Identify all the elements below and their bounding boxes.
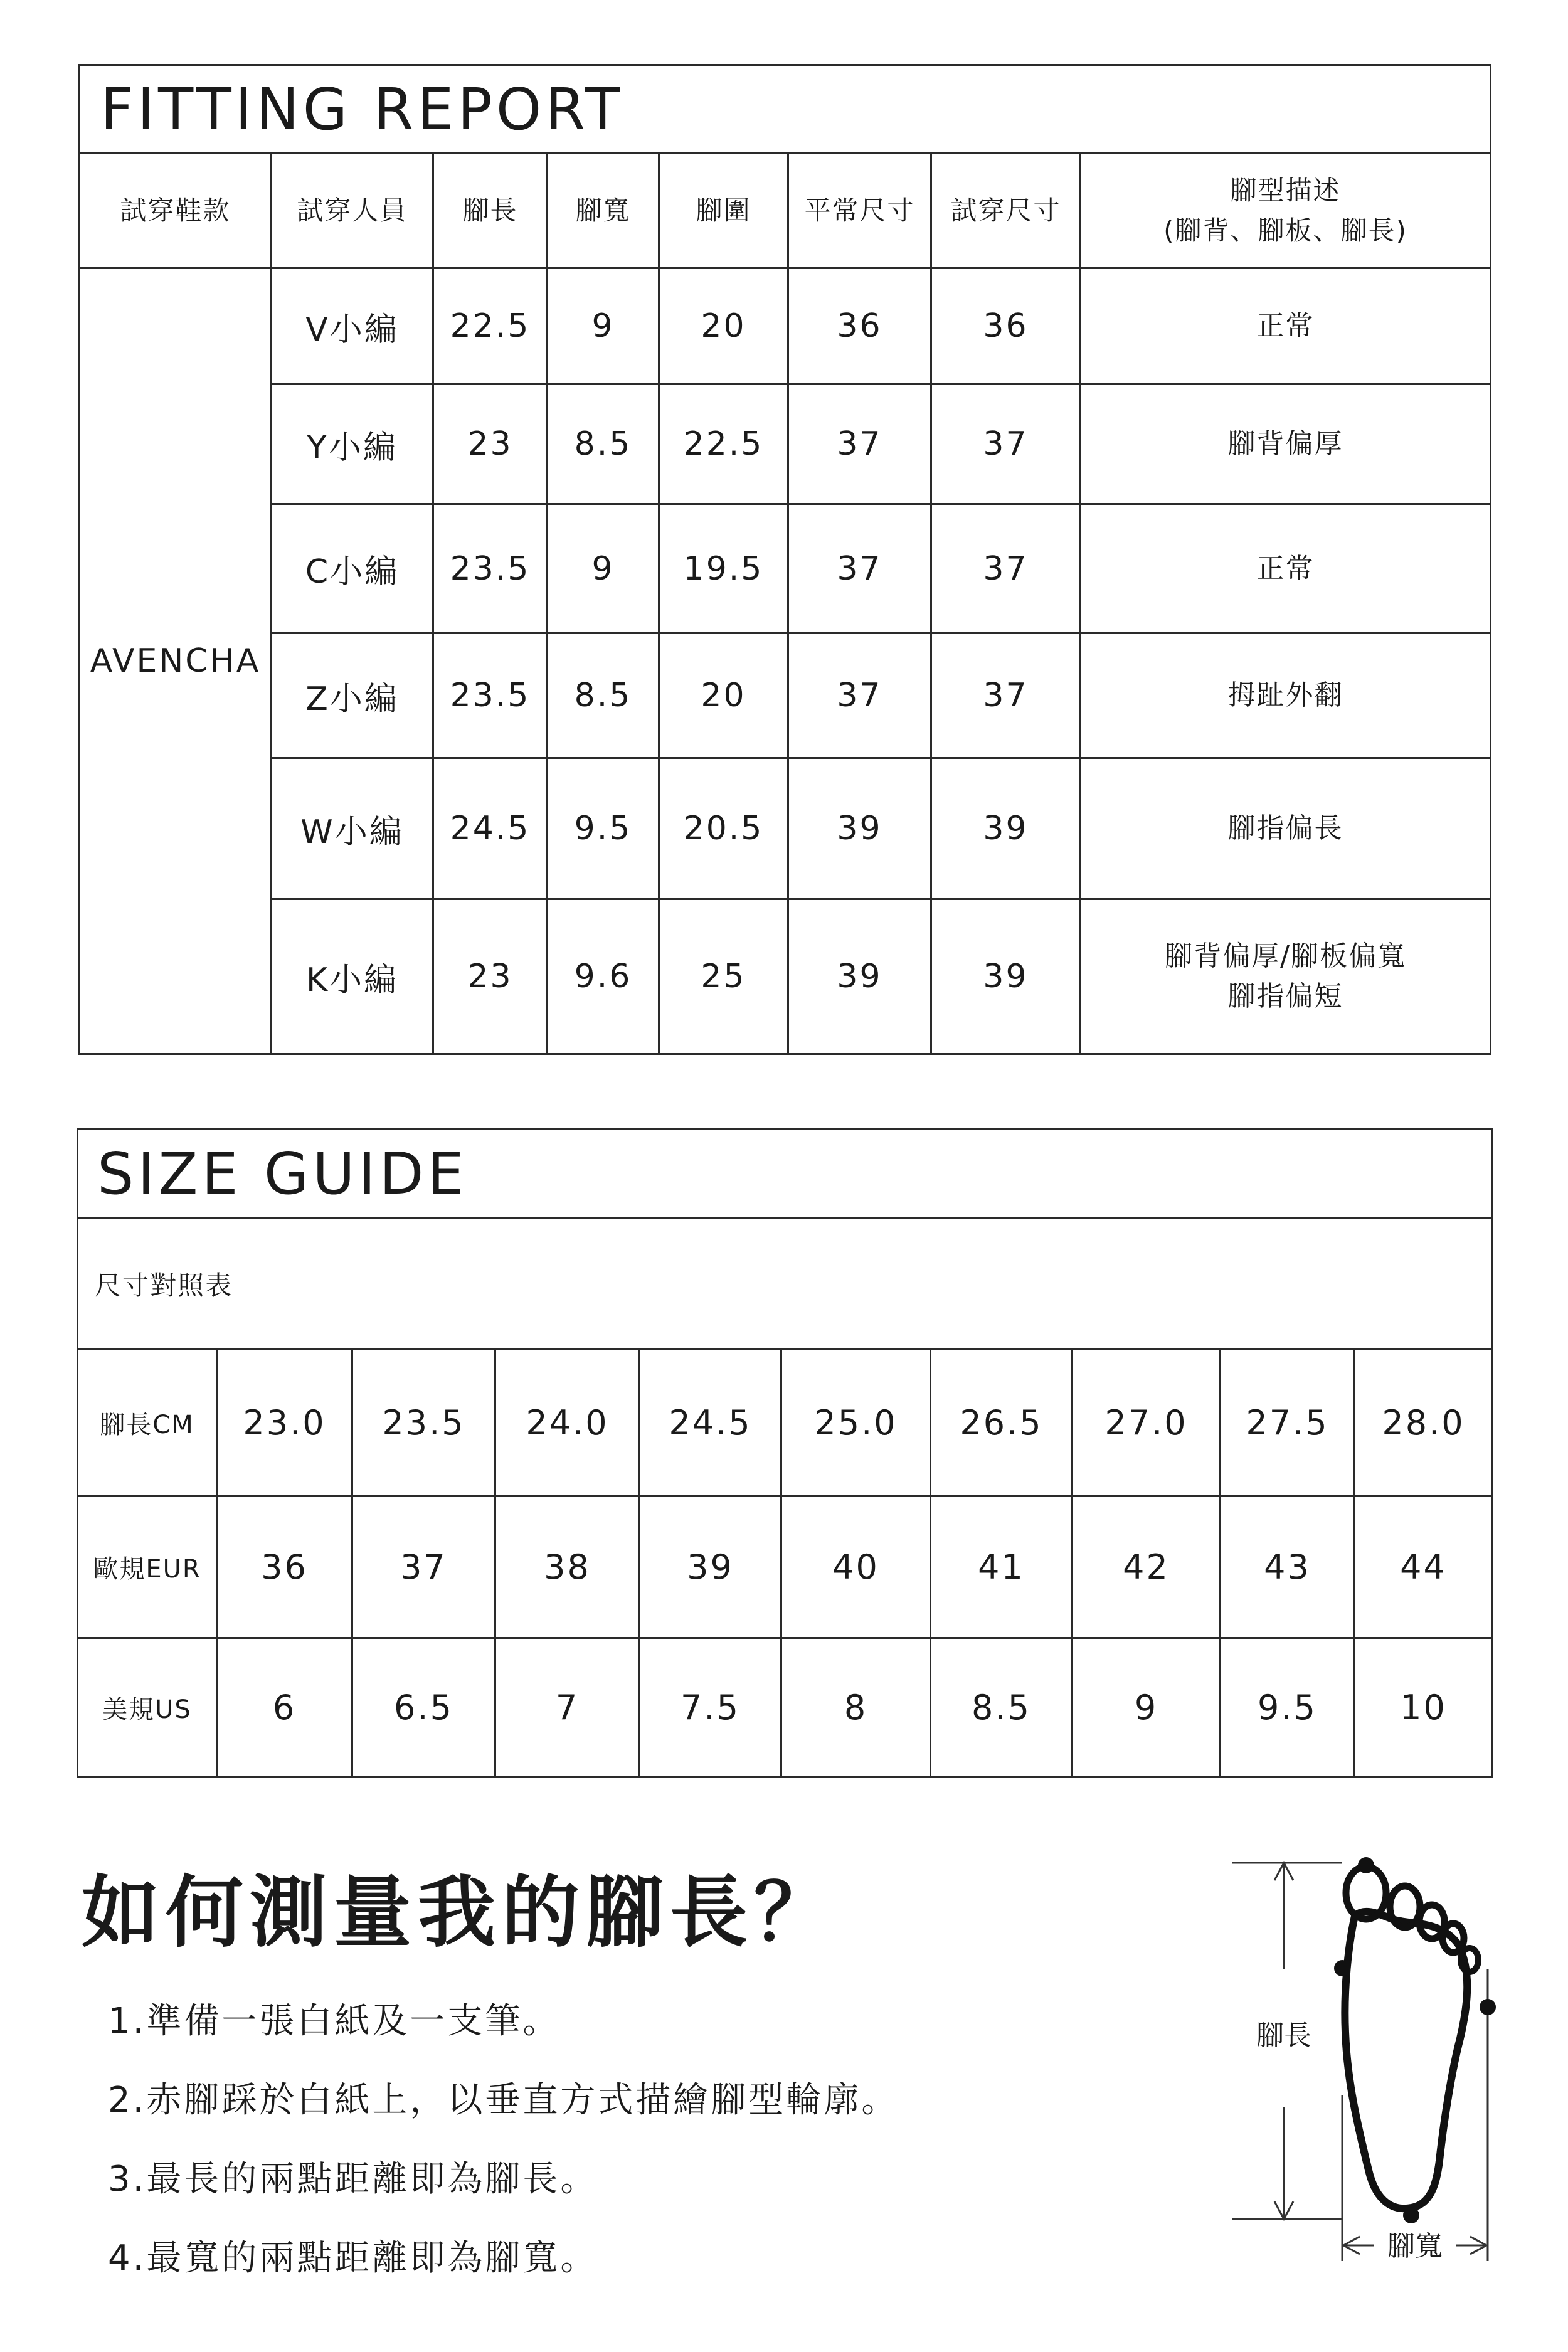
size-cell: 8 (781, 1638, 931, 1777)
size-cell: 41 (931, 1496, 1073, 1638)
header-shoe-model: 試穿鞋款 (80, 154, 272, 268)
description-line1: 拇趾外翻 (1227, 679, 1343, 711)
description-line1: 腳背偏厚 (1227, 428, 1343, 460)
foot-length-value: 22.5 (433, 268, 548, 384)
size-cell: 10 (1355, 1638, 1493, 1777)
description-line1: 正常 (1256, 552, 1315, 585)
foot-outline-icon (1345, 1912, 1467, 2208)
header-tester: 試穿人員 (272, 154, 433, 268)
foot-description (1081, 384, 1491, 504)
table-row (80, 899, 1491, 1054)
foot-girth-value: 20 (659, 268, 788, 384)
length-point-top (1358, 1857, 1374, 1873)
size-guide-table (77, 1128, 1493, 1778)
foot-girth-value: 20.5 (659, 758, 788, 899)
foot-description (1081, 504, 1491, 633)
size-cell: 7 (495, 1638, 640, 1777)
description-line1: 腳指偏長 (1227, 812, 1343, 844)
size-row-eur (78, 1496, 1493, 1638)
list-item: 2.赤腳踩於白紙上，以垂直方式描繪腳型輪廓。 (108, 2080, 899, 2121)
foot-girth-value: 25 (659, 899, 788, 1054)
measure-steps-list (108, 1982, 899, 2298)
tried-size-value: 37 (931, 384, 1081, 504)
size-guide-subtitle: 尺寸對照表 (78, 1219, 1493, 1350)
tester-name: C小編 (272, 504, 433, 633)
header-foot-girth: 腳圍 (659, 154, 788, 268)
tester-name: Z小編 (272, 633, 433, 758)
tester-name: Y小編 (272, 384, 433, 504)
usual-size-value: 36 (788, 268, 931, 384)
description-line1: 正常 (1256, 310, 1315, 342)
row-label: 歐規EUR (78, 1496, 217, 1638)
size-cell: 36 (217, 1496, 352, 1638)
foot-width-value: 9 (548, 268, 659, 384)
usual-size-value: 37 (788, 504, 931, 633)
foot-length-value: 23.5 (433, 633, 548, 758)
foot-girth-value: 20 (659, 633, 788, 758)
foot-length-value: 23 (433, 899, 548, 1054)
table-row (80, 758, 1491, 899)
tried-size-value: 37 (931, 504, 1081, 633)
size-cell: 6 (217, 1638, 352, 1777)
fitting-report-table (78, 64, 1491, 1055)
foot-width-value: 8.5 (548, 633, 659, 758)
size-cell: 37 (352, 1496, 495, 1638)
width-point-left (1334, 1960, 1350, 1976)
size-cell: 27.5 (1221, 1350, 1355, 1496)
foot-girth-value: 19.5 (659, 504, 788, 633)
size-cell: 8.5 (931, 1638, 1073, 1777)
usual-size-value: 37 (788, 384, 931, 504)
foot-width-value: 9 (548, 504, 659, 633)
size-cell: 9.5 (1221, 1638, 1355, 1777)
foot-length-value: 23.5 (433, 504, 548, 633)
size-row-us (78, 1638, 1493, 1777)
header-desc-line2: (腳背、腳板、腳長) (1163, 215, 1407, 246)
foot-description (1081, 758, 1491, 899)
width-label: 腳寬 (1387, 2230, 1443, 2262)
size-cell: 26.5 (931, 1350, 1073, 1496)
foot-length-value: 23 (433, 384, 548, 504)
foot-description (1081, 899, 1491, 1054)
size-cell: 40 (781, 1496, 931, 1638)
size-cell: 44 (1355, 1496, 1493, 1638)
length-label: 腳長 (1256, 2020, 1311, 2052)
size-cell: 42 (1073, 1496, 1221, 1638)
size-cell: 23.0 (217, 1350, 352, 1496)
description-line1: 腳背偏厚/腳板偏寬 (1165, 940, 1406, 972)
usual-size-value: 39 (788, 899, 931, 1054)
foot-description (1081, 268, 1491, 384)
tester-name: W小編 (272, 758, 433, 899)
tried-size-value: 39 (931, 758, 1081, 899)
size-cell: 7.5 (640, 1638, 781, 1777)
size-row-cm (78, 1350, 1493, 1496)
foot-width-value: 9.5 (548, 758, 659, 899)
length-point-bottom (1403, 2207, 1419, 2223)
row-label: 腳長CM (78, 1350, 217, 1496)
list-item: 3.最長的兩點距離即為腳長。 (108, 2159, 598, 2200)
size-guide-title: SIZE GUIDE (78, 1129, 1493, 1219)
header-foot-width: 腳寬 (548, 154, 659, 268)
fitting-report-title: FITTING REPORT (80, 65, 1491, 154)
list-item: 4.最寬的兩點距離即為腳寬。 (108, 2238, 598, 2279)
size-cell: 43 (1221, 1496, 1355, 1638)
size-cell: 24.5 (640, 1350, 781, 1496)
size-cell: 6.5 (352, 1638, 495, 1777)
header-foot-description (1081, 154, 1491, 268)
size-cell: 25.0 (781, 1350, 931, 1496)
foot-width-value: 9.6 (548, 899, 659, 1054)
usual-size-value: 39 (788, 758, 931, 899)
tester-name: K小編 (272, 899, 433, 1054)
row-label: 美規US (78, 1638, 217, 1777)
header-desc-line1: 腳型描述 (1230, 175, 1341, 206)
table-row (80, 633, 1491, 758)
size-cell: 28.0 (1355, 1350, 1493, 1496)
header-foot-length: 腳長 (433, 154, 548, 268)
size-cell: 38 (495, 1496, 640, 1638)
size-cell: 9 (1073, 1638, 1221, 1777)
foot-girth-value: 22.5 (659, 384, 788, 504)
foot-measurement-diagram (1223, 1844, 1505, 2296)
tried-size-value: 37 (931, 633, 1081, 758)
size-cell: 39 (640, 1496, 781, 1638)
width-point-right (1480, 1999, 1496, 2015)
fitting-header-row (80, 154, 1491, 268)
size-cell: 23.5 (352, 1350, 495, 1496)
foot-length-value: 24.5 (433, 758, 548, 899)
table-row (80, 384, 1491, 504)
header-usual-size: 平常尺寸 (788, 154, 931, 268)
foot-description (1081, 633, 1491, 758)
how-to-measure-title: 如何測量我的腳長？ (82, 1868, 839, 1958)
table-row (80, 504, 1491, 633)
tried-size-value: 39 (931, 899, 1081, 1054)
foot-width-value: 8.5 (548, 384, 659, 504)
tester-name: V小編 (272, 268, 433, 384)
size-cell: 27.0 (1073, 1350, 1221, 1496)
size-cell: 24.0 (495, 1350, 640, 1496)
brand-cell: AVENCHA (80, 268, 272, 1054)
usual-size-value: 37 (788, 633, 931, 758)
description-line2: 腳指偏短 (1227, 980, 1343, 1012)
list-item: 1.準備一張白紙及一支筆。 (108, 2001, 561, 2042)
table-row (80, 268, 1491, 384)
tried-size-value: 36 (931, 268, 1081, 384)
header-tried-size: 試穿尺寸 (931, 154, 1081, 268)
